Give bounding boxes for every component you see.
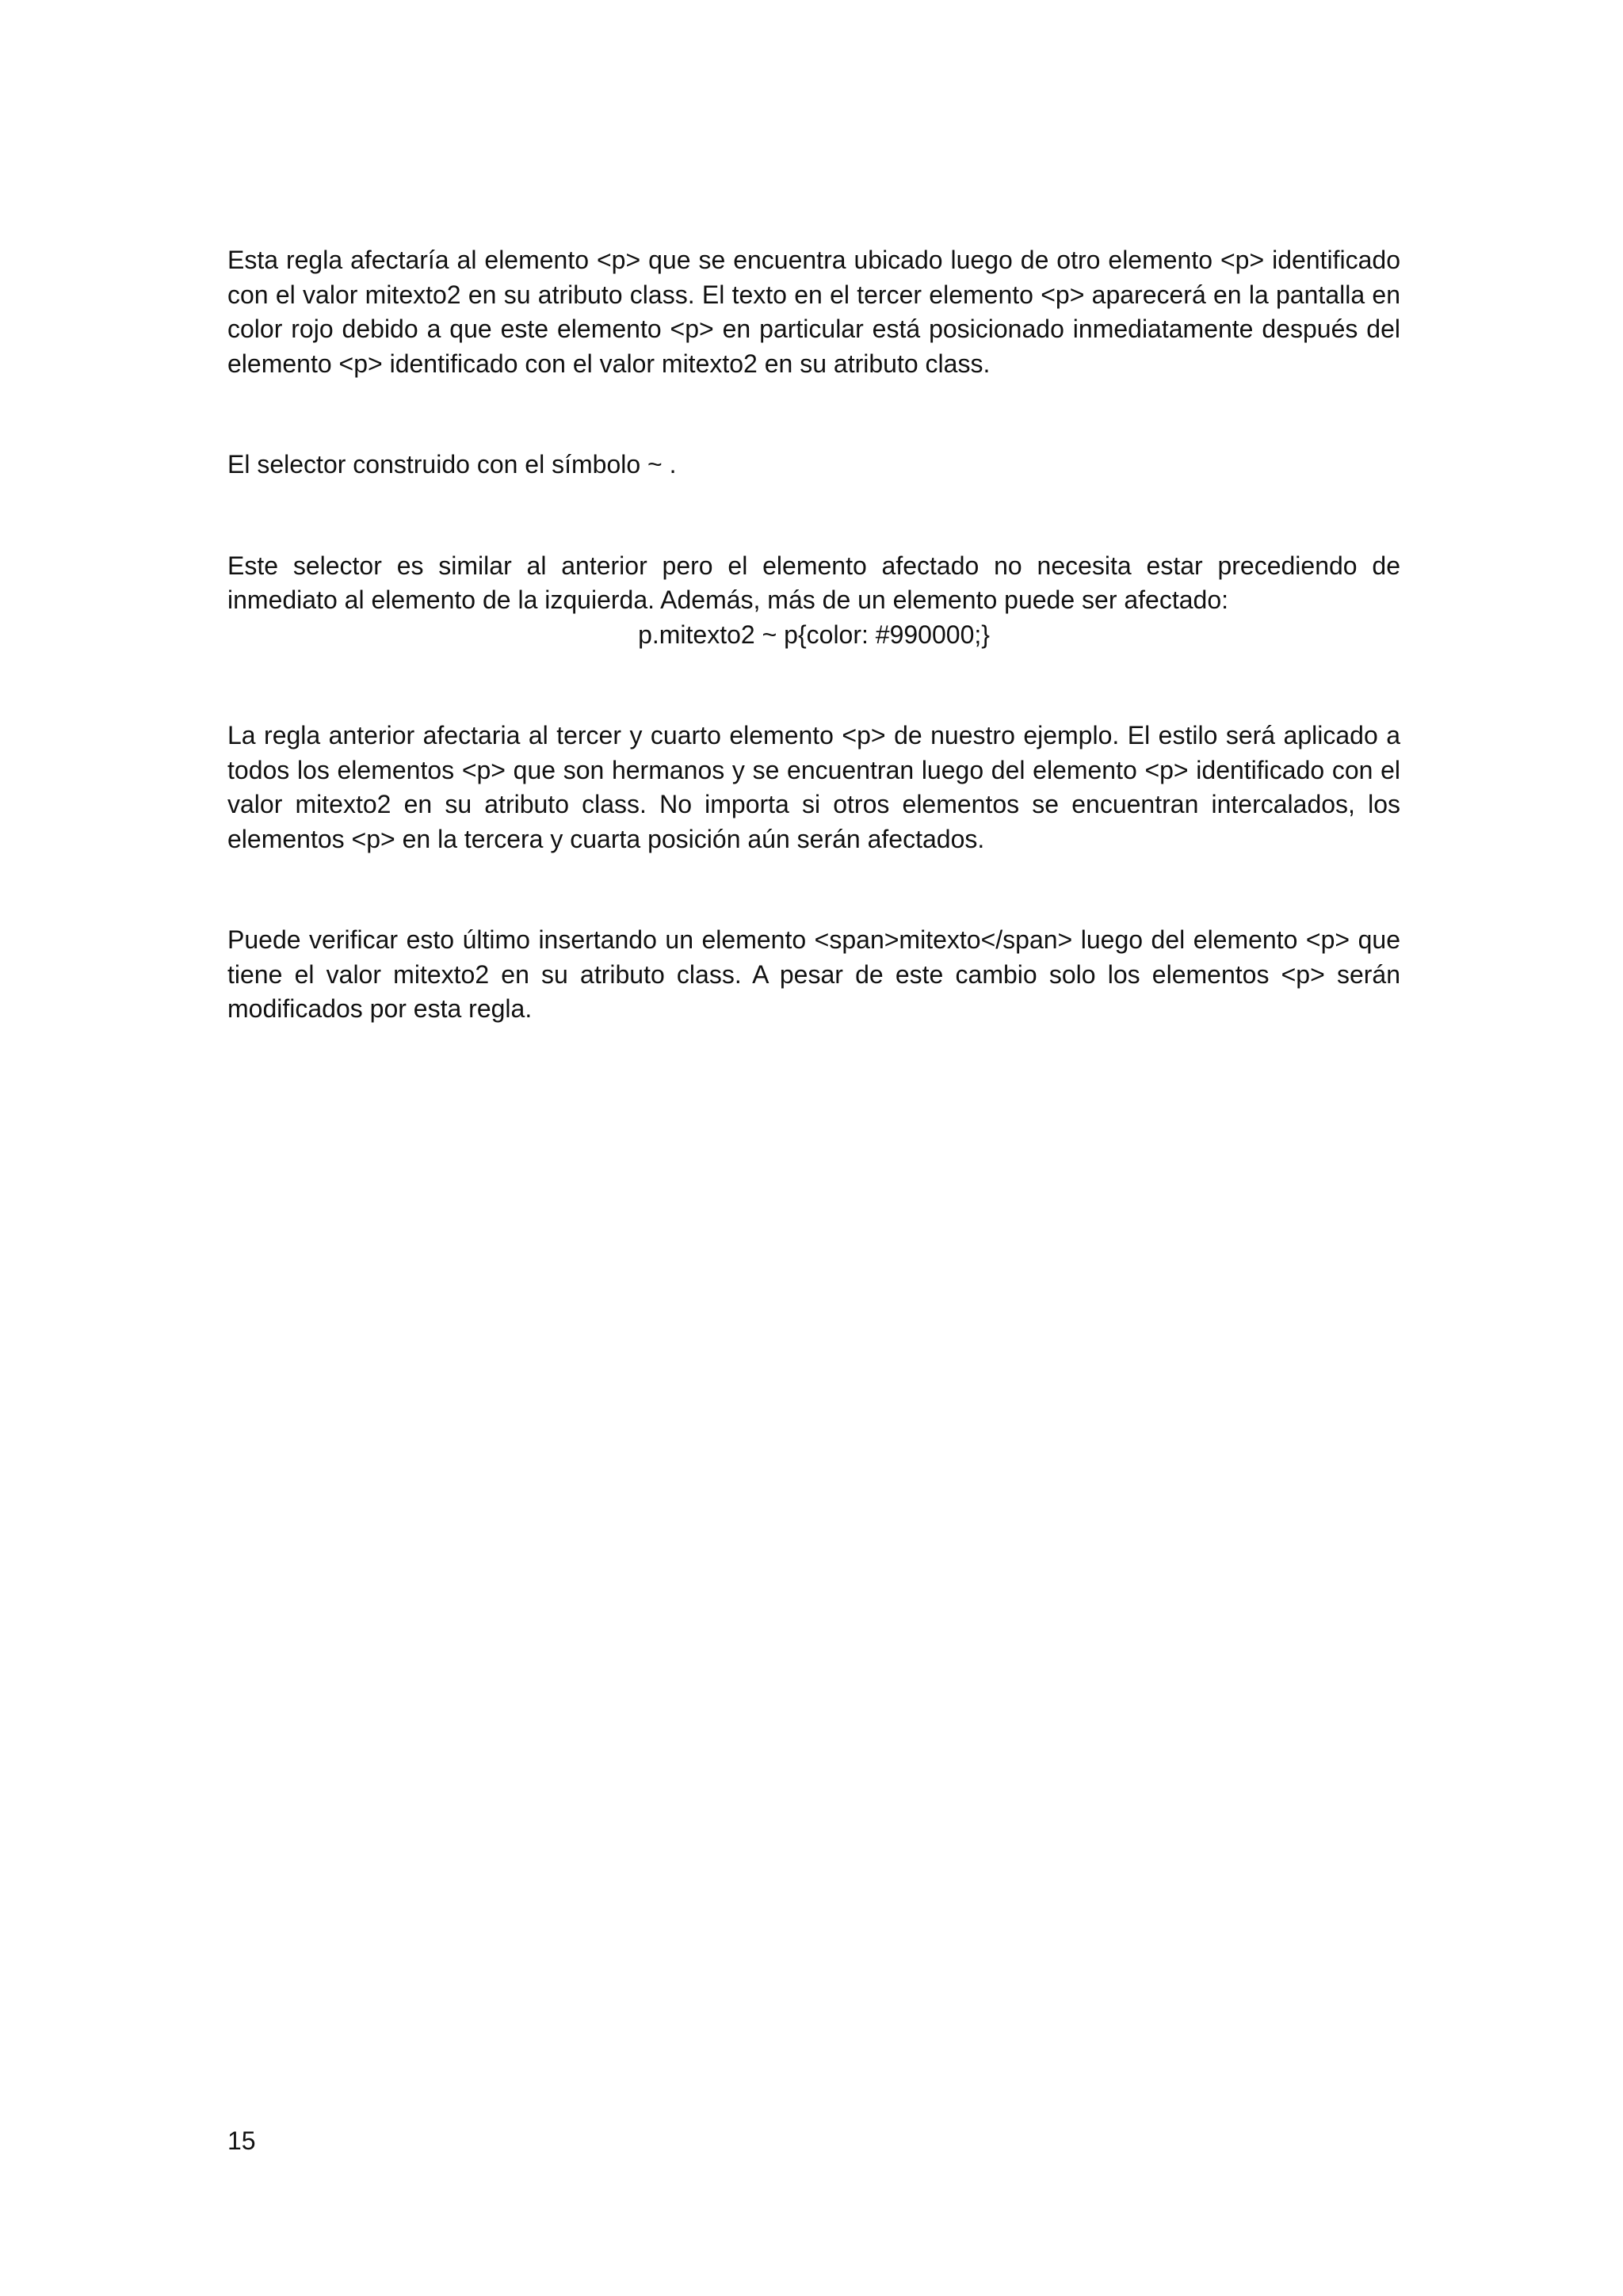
page-number: 15 [227, 2126, 256, 2155]
paragraph-spacer [227, 652, 1400, 719]
paragraph-spacer [227, 381, 1400, 448]
paragraph-span-verification: Puede verificar esto último insertando un elemento <span>mitexto</span> luego del elemento <p> que tiene el valor mitexto2 en su atributo class. A pesar de este cambio solo los elementos <p> serán modificados por esta regla. [227, 925, 1400, 1023]
css-rule-example: p.mitexto2 ~ p{color: #990000;} [638, 620, 990, 649]
paragraph-adjacent-sibling-rule: Esta regla afectaría al elemento <p> que se encuentra ubicado luego de otro elemento <p> identificado con el valor mitexto2 en su atributo class. El texto en el tercer elemento <p> aparecerá en la pantalla en color rojo debido a que este elemento <p> en particular está posicionado inmediatamente después del elemento <p> identificado con el valor mitexto2 en su atributo class. [227, 246, 1400, 378]
document-body [227, 243, 1400, 1027]
paragraph-spacer [227, 856, 1400, 923]
paragraph-general-sibling-description: Este selector es similar al anterior pero el elemento afectado no necesita estar precediendo de inmediato al elemento de la izquierda. Además, más de un elemento puede ser afectado: [227, 551, 1400, 614]
paragraph-rule-effect: La regla anterior afectaria al tercer y cuarto elemento <p> de nuestro ejemplo. El estilo será aplicado a todos los elementos <p> que son hermanos y se encuentran luego del elemento <p> identificado con el valor mitexto2 en su atributo class. No importa si otros elementos se encuentran intercalados, los elementos <p> en la tercera y cuarta posición aún serán afectados. [227, 721, 1400, 853]
paragraph-tilde-selector-intro: El selector construido con el símbolo ~ . [227, 450, 677, 479]
paragraph-spacer [227, 482, 1400, 549]
